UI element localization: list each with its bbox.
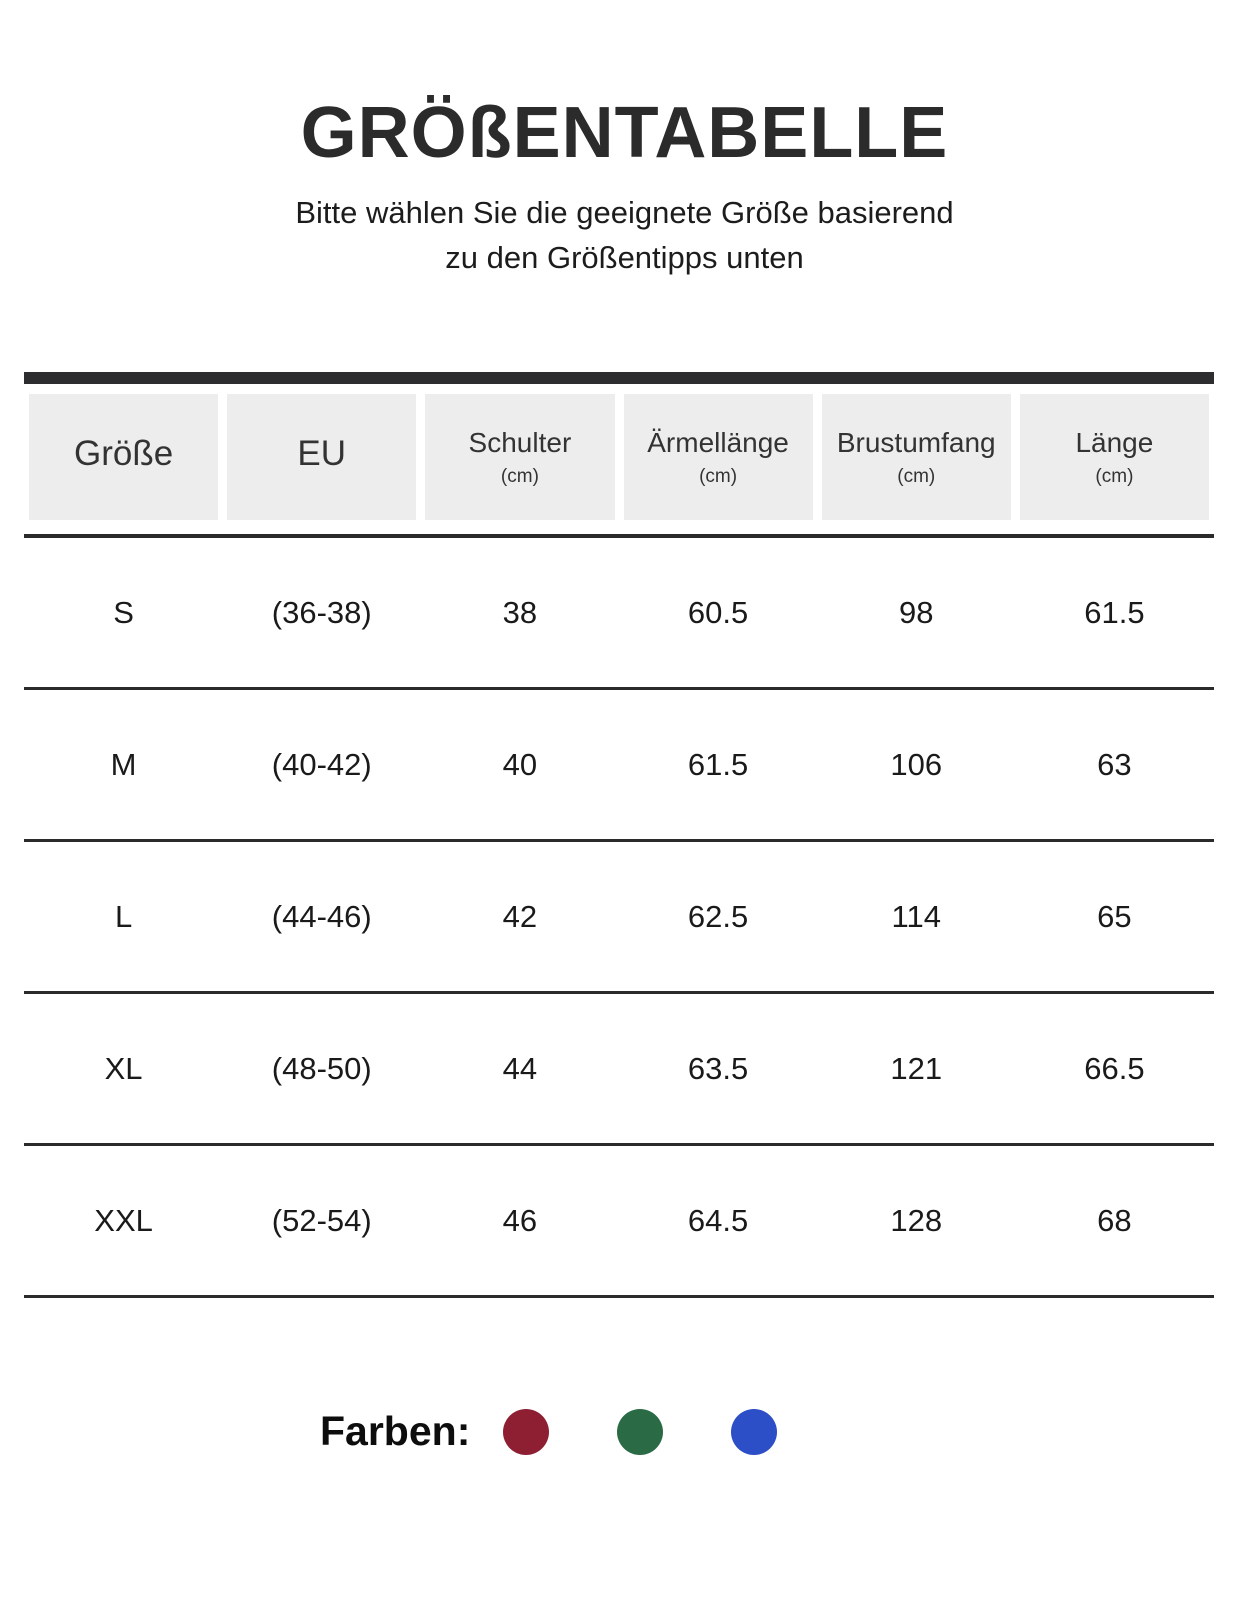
cell-aermellaenge: 64.5 (687, 1202, 749, 1238)
cell-size: XXL (94, 1202, 153, 1238)
page-subtitle (0, 190, 1249, 280)
cell-aermellaenge: 60.5 (687, 594, 749, 630)
header-cell-groesse (29, 394, 218, 520)
column-label: Größe (73, 433, 174, 473)
cell-laenge: 63 (1097, 746, 1132, 782)
cell-eu: (48-50) (271, 1050, 372, 1086)
page-title: GRÖßENTABELLE (300, 93, 949, 173)
table-row-xl (24, 994, 1214, 1143)
cell-eu: (44-46) (271, 898, 372, 934)
cell-brustumfang: 106 (890, 746, 943, 782)
color-swatch-dark-green (617, 1409, 663, 1455)
cell-aermellaenge: 63.5 (687, 1050, 749, 1086)
cell-brustumfang: 114 (891, 898, 941, 934)
cell-eu: (40-42) (271, 746, 372, 782)
cell-eu: (36-38) (271, 594, 372, 630)
cell-schulter: 44 (502, 1050, 538, 1086)
table-bottom-line (24, 1295, 1214, 1298)
cell-brustumfang: 121 (890, 1050, 943, 1086)
colors-section (320, 1408, 1249, 1455)
column-unit: (cm) (500, 465, 539, 487)
colors-label: Farben: (320, 1408, 471, 1454)
size-table (24, 372, 1214, 1298)
cell-size: M (110, 746, 137, 782)
header-cell-eu (227, 394, 416, 520)
color-swatch-royal-blue (731, 1409, 777, 1455)
column-unit: (cm) (897, 465, 936, 487)
subtitle-line-2: zu den Größentipps unten (445, 240, 804, 275)
table-top-bar (24, 372, 1214, 384)
cell-schulter: 46 (502, 1202, 538, 1238)
cell-brustumfang: 128 (890, 1202, 943, 1238)
cell-laenge: 61.5 (1084, 594, 1145, 630)
cell-laenge: 65 (1097, 898, 1132, 934)
cell-size: S (113, 594, 134, 630)
table-row-xxl (24, 1146, 1214, 1295)
table-row-l (24, 842, 1214, 991)
cell-schulter: 40 (502, 746, 538, 782)
cell-aermellaenge: 61.5 (687, 746, 749, 782)
column-label: Ärmellänge (647, 426, 789, 458)
column-unit: (cm) (1095, 465, 1134, 487)
column-unit: (cm) (699, 465, 738, 487)
column-label: Schulter (468, 426, 572, 458)
subtitle-line-1: Bitte wählen Sie die geeignete Größe basierend (295, 195, 954, 230)
header-cell-aermellaenge (624, 394, 813, 520)
header-cell-laenge (1020, 394, 1209, 520)
cell-size: L (114, 898, 133, 934)
cell-schulter: 38 (502, 594, 538, 630)
cell-size: XL (104, 1050, 143, 1086)
cell-brustumfang: 98 (899, 594, 934, 630)
column-label: Länge (1075, 426, 1154, 458)
cell-schulter: 42 (502, 898, 538, 934)
column-label: EU (297, 433, 347, 473)
column-label: Brustumfang (836, 426, 996, 458)
header-cell-brustumfang (822, 394, 1011, 520)
table-row-m (24, 690, 1214, 839)
table-header-row (24, 394, 1214, 520)
cell-laenge: 68 (1097, 1202, 1132, 1238)
table-row-s (24, 538, 1214, 687)
color-swatch-bordeaux-red (503, 1409, 549, 1455)
header-cell-schulter (425, 394, 614, 520)
cell-laenge: 66.5 (1084, 1050, 1145, 1086)
cell-aermellaenge: 62.5 (687, 898, 749, 934)
cell-eu: (52-54) (271, 1202, 372, 1238)
